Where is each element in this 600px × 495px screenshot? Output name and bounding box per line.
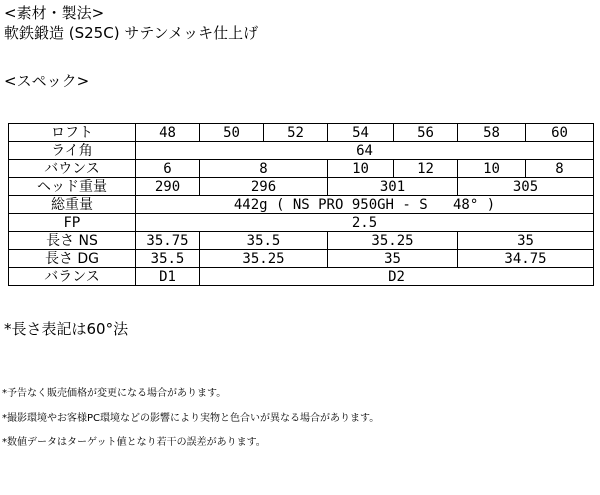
length-dg-value: 34.75 (458, 250, 594, 268)
spec-row-loft (9, 124, 594, 142)
loft-value: 58 (458, 124, 526, 142)
length-ns-value: 35.25 (328, 232, 458, 250)
head-weight-value: 305 (458, 178, 594, 196)
row-label: ライ角 (9, 142, 136, 160)
head-weight-value: 296 (200, 178, 328, 196)
row-label: ヘッド重量 (9, 178, 136, 196)
spec-row-length-ns (9, 232, 594, 250)
material-heading: <素材・製法> (4, 4, 105, 22)
row-label: FP (9, 214, 136, 232)
spec-row-lie (9, 142, 594, 160)
head-weight-value: 290 (136, 178, 200, 196)
loft-value: 54 (328, 124, 394, 142)
row-label: バウンス (9, 160, 136, 178)
spec-row-length-dg (9, 250, 594, 268)
length-ns-value: 35.5 (200, 232, 328, 250)
bounce-value: 8 (200, 160, 328, 178)
bounce-value: 10 (458, 160, 526, 178)
row-label: 長さ DG (9, 250, 136, 268)
length-dg-value: 35.25 (200, 250, 328, 268)
bounce-value: 6 (136, 160, 200, 178)
disclaimer-note: *撮影環境やお客様PC環境などの影響により実物と色合いが異なる場合があります。 (2, 413, 380, 424)
spec-row-bounce (9, 160, 594, 178)
bounce-value: 12 (394, 160, 458, 178)
length-dg-value: 35.5 (136, 250, 200, 268)
length-ns-value: 35 (458, 232, 594, 250)
spec-row-head-weight (9, 178, 594, 196)
spec-row-total-weight (9, 196, 594, 214)
bounce-value: 10 (328, 160, 394, 178)
length-dg-value: 35 (328, 250, 458, 268)
loft-value: 52 (264, 124, 328, 142)
balance-value: D1 (136, 268, 200, 286)
spec-row-balance (9, 268, 594, 286)
loft-value: 50 (200, 124, 264, 142)
length-note: *長さ表記は60°法 (4, 320, 129, 338)
row-label: 総重量 (9, 196, 136, 214)
spec-heading: <スペック> (4, 72, 90, 90)
loft-value: 60 (526, 124, 594, 142)
bounce-value: 8 (526, 160, 594, 178)
length-ns-value: 35.75 (136, 232, 200, 250)
disclaimer-note: *予告なく販売価格が変更になる場合があります。 (2, 388, 227, 399)
row-label: バランス (9, 268, 136, 286)
total-weight-value: 442g ( NS PRO 950GH - S 48° ) (136, 196, 594, 214)
balance-value: D2 (200, 268, 594, 286)
head-weight-value: 301 (328, 178, 458, 196)
disclaimer-note: *数値データはターゲット値となり若干の誤差があります。 (2, 437, 266, 448)
loft-value: 56 (394, 124, 458, 142)
row-label: 長さ NS (9, 232, 136, 250)
material-description: 軟鉄鍛造 (S25C) サテンメッキ仕上げ (4, 24, 259, 42)
row-label: ロフト (9, 124, 136, 142)
fp-value: 2.5 (136, 214, 594, 232)
lie-value: 64 (136, 142, 594, 160)
loft-value: 48 (136, 124, 200, 142)
spec-table (8, 123, 594, 286)
spec-row-fp (9, 214, 594, 232)
